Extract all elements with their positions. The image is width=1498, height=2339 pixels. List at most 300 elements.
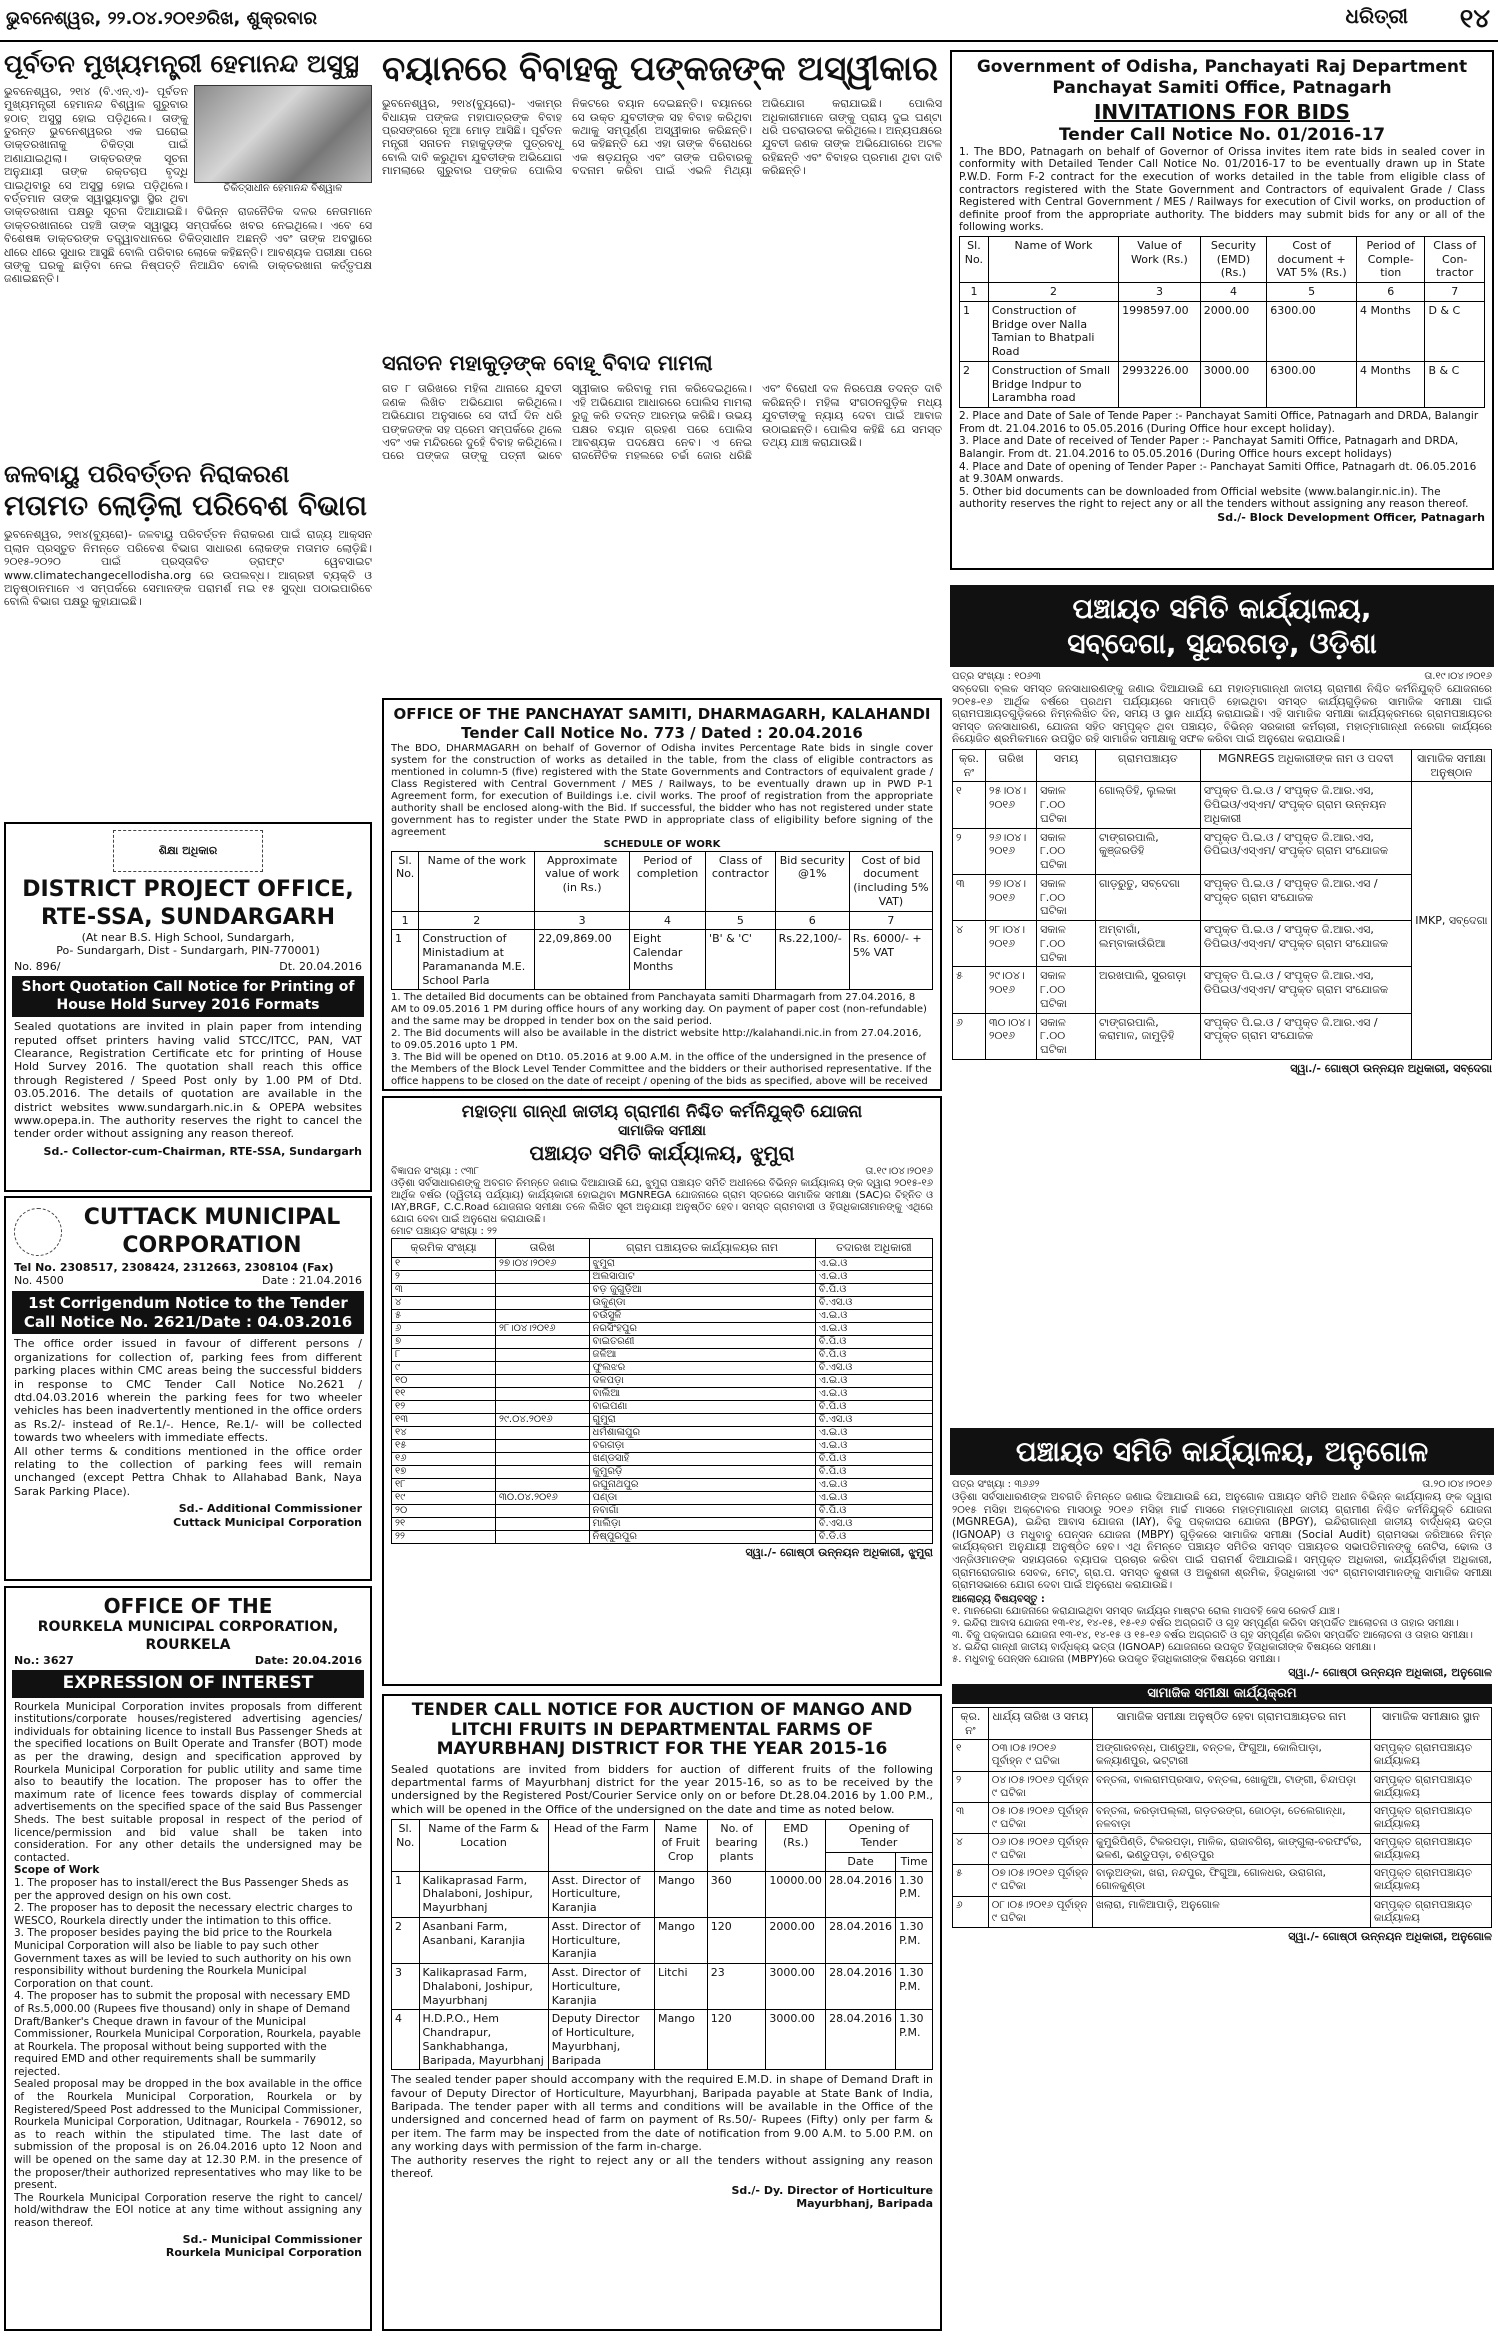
table-cell: ଏ.ଇ.ଓ bbox=[815, 1439, 932, 1452]
table-cell: ୨ bbox=[953, 828, 986, 874]
ad-signature: Cuttack Municipal Corporation bbox=[173, 1515, 362, 1529]
ad-signature: Rourkela Municipal Corporation bbox=[165, 2246, 362, 2260]
ad-sabdega bbox=[950, 585, 1494, 1420]
ad-title: Panchayat Samiti Office, Patnagarh bbox=[1052, 78, 1392, 99]
ad-banner: 1st Corrigendum Notice to the Tender Call Notice No. 2621/Date : 04.03.2016 bbox=[12, 1291, 364, 1335]
table-cell: ୨୬।୦୪।୨୦୧୬ bbox=[985, 828, 1036, 874]
ad-body: ଓଡ଼ିଶା ସର୍ବସାଧାରଣଙ୍କ ଅବଗତି ନିମନ୍ତେ ଜଣାଇ ଦିଆଯାଉଛି ଯେ, ଅନୁଗୋଳ ପଞ୍ଚାୟତ ସମିତି ଅଧୀନ ବିଭିନ୍ନ କାର୍ଯ୍ୟାଳୟ ଙ୍କ ଦ୍ୱାରା ୨୦୧୫ ମସିହା ଅକ୍ଟୋବର ମାସଠାରୁ ୨୦୧୬ ମସିହା ମାର୍ଚ୍ଚ ମାସରେ ମହାତ୍ମାଗାନ୍ଧୀ ଜାତୀୟ ଗ୍ରାମୀଣ ନିଶ୍ଚିତ କର୍ମନିଯୁକ୍ତି ଯୋଜନା (MGNREGA), ଇନ୍ଦିରା ଆବାସ ଯୋଜନା (IAY), ବିଜୁ ପକ୍କାଘର ଯୋଜନା (BPGY), ଇନ୍ଦିରାଗାନ୍ଧୀ ଜାତୀୟ ବାର୍ଦ୍ଧକ୍ୟ ଭତ୍ତା (IGNOAP) ଓ ମଧୁବାବୁ ପେନ୍‌ସନ ଯୋଜନା (MBPY) ଗୁଡ଼ିକରେ ସାମାଜିକ ସମୀକ୍ଷା (Social Audit) ଗ୍ରାମସଭା ଜରିଆରେ ନିମ୍ନ କାର୍ଯ୍ୟକ୍ରମ ଅନୁଯାୟୀ ଅନୁଷ୍ଠିତ ହେବ। ଏଥି ନିମନ୍ତେ ପଞ୍ଚାୟତ ସମିତିର ସମସ୍ତ ପଞ୍ଚାୟତର ସଭାପତିମାନଙ୍କୁ ନୋଟିସ, ଢୋଲ ଓ ଏନ୍‌ଜିଓମାନଙ୍କ ସହାୟତାରେ ବ୍ୟାପକ ପ୍ରଚାର କରିବା ପାଇଁ ପରାମର୍ଶ ଦିଆଯାଇଛି। ସମ୍ପୃକ୍ତ ଅଧିକାରୀ, କାର୍ଯ୍ୟନିର୍ବାହୀ ଅଧିକାରୀ, ଗ୍ରାମରୋଜଗାର ସେବକ, ମେଟ୍, ଗ୍ରା.ପ. ସମସ୍ତ କୁଶଳୀ ଓ ଅକୁଶଳୀ ଶ୍ରମିକ, ହିତାଧିକାରୀ ଏବଂ ଗ୍ରାମବାସୀମାନଙ୍କୁ ସାମାଜିକ ସମୀକ୍ଷା ଗ୍ରାମସଭାରେ ଯୋଗ ଦେବା ପାଇଁ ଅନୁରୋଧ କରାଯାଉଛି। bbox=[952, 1491, 1492, 1592]
ad-office: ପଞ୍ଚାୟତ ସମିତି କାର୍ଯ୍ୟାଳୟ, ଝୁମୁରା bbox=[529, 1140, 795, 1165]
ad-title: OFFICE OF THE PANCHAYAT SAMITI, DHARMAGARH, KALAHANDI bbox=[393, 705, 931, 723]
ad-subtitle: ସାମାଜିକ ସମୀକ୍ଷା bbox=[617, 1123, 707, 1140]
table-cell: ଜଳିଆ bbox=[589, 1348, 815, 1361]
column-header: ସମୟ bbox=[1037, 749, 1096, 782]
table-cell: Eight Calendar Months bbox=[629, 930, 705, 990]
table-cell: ୨୦ bbox=[392, 1504, 496, 1517]
ad-footer: The sealed tender paper should accompany with the required E.M.D. in shape of Demand Draft in favour of Deputy Director of Horticulture, Mayurbhanj, Baripada payable at State Bank of India, Baripada. The tender paper with all terms and conditions will be available in the Office of the undersigned and concerned head of farm on payment of Rs.50/- Rupees (Fifty) only per farm & per item. The farm may be inspected from the date of notification from 9.00 A.M. to 5.00 P.M. on any working days with permission of the farm in-charge. The authority reserves the right to reject any or all the tenders without assigning any reason thereof. bbox=[391, 2073, 933, 2181]
table-row bbox=[953, 828, 1492, 874]
table-cell: ୧୧ bbox=[392, 1387, 496, 1400]
story-pankaj bbox=[382, 50, 942, 690]
ad-signature: ସ୍ୱା./- ଗୋଷ୍ଠୀ ଉନ୍ନୟନ ଅଧିକାରୀ, ଝୁମୁରା bbox=[745, 1545, 933, 1559]
ad-body: All other terms & conditions mentioned in the office order relating to the collection of parking fees will remain unchanged (except Pettra Chhak to Allahabad Bank, Naya Sarak Parking Place). bbox=[14, 1444, 362, 1498]
table-row bbox=[392, 1491, 933, 1504]
ad-body: Rourkela Municipal Corporation invites proposals from different institutions/corporate houses/registered advertising agencies/ individuals for obtaining licence to install Bus Passenger Sheds at the specified locations on Built Operate and Transfer (BOT) mode as per the drawing, design and specification approved by Rourkela Municipal Corporation for public utility and same time also to beautify the location. The proposer has to offer the maximum rate of licence fees towards display of commercial advertisements on the specified space of the said Bus Passenger Sheds. The best suitable proposal in respect of the period of licence/permission and bid value shall be taken into consideration. For any other details the undersigned may be contacted. bbox=[14, 1700, 362, 1864]
column-header: ସାମାଜିକ ସମୀକ୍ଷା ଅନୁଷ୍ଠିତ ହେବା ଗ୍ରାମପଞ୍ଚାୟତର ନାମ bbox=[1093, 1707, 1371, 1740]
table-cell: ବି.ଏସ.ଓ bbox=[815, 1517, 932, 1530]
table-cell: ୦୭।୦୫।୨୦୧୬ ପୂର୍ବାହ୍ନ ୯ ଘଟିକା bbox=[988, 1865, 1092, 1896]
ad-signature: Sd.- Municipal Commissioner bbox=[182, 2232, 362, 2246]
table-cell: ୨୭।୦୪।୨୦୧୬ bbox=[985, 874, 1036, 920]
table-row bbox=[392, 1439, 933, 1452]
story-headline: ଜଳବାୟୁ ପରିବର୍ତ୍ତନ ନିରାକରଣ bbox=[4, 460, 290, 488]
table-cell bbox=[495, 1296, 589, 1309]
table-cell: ଟାଙ୍ଗରପାଲି, କରାମାଳ, ଜାମୁଡ଼ିହି bbox=[1095, 1013, 1200, 1059]
table-cell: 28.04.2016 bbox=[826, 1917, 896, 1963]
table-cell: କୁମୁରିପିଣ୍ଡି, ଟିକରପଡ଼ା, ମାଳିକ, ରାଜାବଗିଚା, କାଙ୍ଗୁଲା-ବରଫର୍ଟର, ଭଳଣ, ଭଣ୍ଡୁପଡ଼ା, ଚଣ୍ଡପୁର bbox=[1093, 1834, 1371, 1865]
column-header: ତାରିଖ bbox=[495, 1238, 589, 1257]
table-row bbox=[953, 921, 1492, 967]
ad-body: 1. The BDO, Patnagarh on behalf of Governor of Orissa invites item rate bids in sealed cover in conformity with Detailed Tender Call Notice No. 01/2016-17 to be eventually drawn up in State P.W.D. Form F-2 contract for the execution of works detailed in the table from eligible class of contractors registered with the State Government and Contractors of equivalent Grade / Class Registered with Central Government / MES / Railways for execution of Civil works, on production of definite proof from the appropriate authority. The bidders may submit bids for any or all of the following works. bbox=[959, 145, 1485, 234]
table-cell: ସମ୍ପୃକ୍ତ ଗ୍ରାମପଞ୍ଚାୟତ କାର୍ଯ୍ୟାଳୟ bbox=[1370, 1802, 1491, 1833]
table-cell: ଏ.ଇ.ଓ bbox=[815, 1322, 932, 1335]
table-cell: Construction of Small Bridge Indpur to Larambha road bbox=[988, 361, 1118, 407]
table-cell: Asst. Director of Horticulture, Karanjia bbox=[548, 1871, 654, 1917]
table-row bbox=[392, 1426, 933, 1439]
table-row bbox=[953, 1771, 1492, 1802]
table-cell bbox=[495, 1478, 589, 1491]
table-cell: ସଂପୃକ୍ତ ପି.ଇ.ଓ / ସଂପୃକ୍ତ ଜି.ଆର.ଏସ / ସଂପୃକ୍ତ ଗ୍ରାମ ସଂଯୋଜକ bbox=[1200, 1013, 1411, 1059]
table-row bbox=[392, 1871, 933, 1917]
table-cell: Asanbani Farm, Asanbani, Karanjia bbox=[419, 1917, 548, 1963]
table-row bbox=[392, 1465, 933, 1478]
list-item: 1. The detailed Bid documents can be obtained from Panchayata samiti Dharmagarh from 27.04.2016, 8 AM to 09.05.2016 1 PM during office hours of any working day. On payment of paper cost (non-refundable) and the same may be dropped in tender box on the said period. bbox=[391, 992, 927, 1028]
ad-body: Sealed proposal may be dropped in the box available in the office of the Rourkela Municipal Corporation, Rourkela or by Registered/Speed Post addressed to the Municipal Commissioner, Rourkela Municipal Corporation, Uditnagar, Rourkela - 769012, so as to reach within the stipulated time. The last date of submission of the proposal is on 26.04.2016 upto 12 Noon and will be opened on the same day at 12.30 P.M. in the presence of the proposer/their authorized representatives who may like to be present. The Rourkela Municipal Corporation reserve the right to cancel/ hold/withdraw the EOI notice at any time without assigning any reason thereof. bbox=[14, 2078, 362, 2229]
column-header: କ୍ର. ନଂ bbox=[953, 749, 986, 782]
column-header: Class of contractor bbox=[706, 851, 776, 911]
table-cell: ଏ.ଇ.ଓ bbox=[815, 1309, 932, 1322]
table-row bbox=[392, 1322, 933, 1335]
table-cell bbox=[495, 1283, 589, 1296]
table-cell: ୭ bbox=[392, 1335, 496, 1348]
ad-title: ROURKELA MUNICIPAL CORPORATION, ROURKELA bbox=[37, 1619, 339, 1653]
ad-rourkela-municipal bbox=[4, 1586, 372, 2331]
table-cell: ୬ bbox=[392, 1322, 496, 1335]
table-row bbox=[953, 1013, 1492, 1059]
table-cell: ଧର୍ମଶାଳାପୁର bbox=[589, 1426, 815, 1439]
ad-signature: Sd./- Dy. Director of Horticulture bbox=[731, 2183, 933, 2197]
ad-cuttack-municipal bbox=[4, 1196, 372, 1581]
column-header: 5 bbox=[1267, 283, 1357, 302]
agenda-list bbox=[952, 1606, 1492, 1666]
table-cell: ୧୬ bbox=[392, 1452, 496, 1465]
column-header: 2 bbox=[988, 283, 1118, 302]
column-header: 7 bbox=[849, 911, 932, 930]
table-cell: 10000.00 bbox=[766, 1871, 826, 1917]
table-row bbox=[392, 1257, 933, 1270]
ad-body: Sealed quotations are invited in plain paper from intending reputed offset printers having valid STCC/ITCC, PAN, VAT Clearance, Registration Certificate etc for printing of House Hold Survey 2016. The quotation shall reach this office through Registered / Speed Post only by 1.00 PM of Dtd. 03.05.2016. The details of quotation are available in the district websites www.sundargarh.nic.in & OPEPA websites www.opepa.in. The authority reserves the right to cancel the tender order without assigning any reason thereof. bbox=[14, 1020, 362, 1141]
column-header: Cost of bid document (including 5% VAT) bbox=[849, 851, 932, 911]
table-cell: ୨ bbox=[392, 1270, 496, 1283]
table-cell: ୧୭ bbox=[392, 1465, 496, 1478]
table-cell: ୧୪ bbox=[392, 1426, 496, 1439]
table-row bbox=[392, 1270, 933, 1283]
table-cell: Construction of Ministadium at Paramananda M.E. School Parla bbox=[419, 930, 535, 990]
column-header: 1 bbox=[960, 283, 989, 302]
table-cell bbox=[495, 1530, 589, 1543]
table-cell: Mango bbox=[654, 1917, 707, 1963]
table-cell: Kalikaprasad Farm, Dhalaboni, Joshipur, Mayurbhanj bbox=[419, 1871, 548, 1917]
table-cell: ବାଇପଣା bbox=[589, 1400, 815, 1413]
list-item: ୨. ଇନ୍ଦିରା ଆବାସ ଯୋଜନା ୧୩-୧୪, ୧୪-୧୫, ୧୫-୧୬ ବର୍ଷର ଅଗ୍ରଗତି ଓ ଗୃହ ସମ୍ପୂର୍ଣ୍ଣ କରିବା ସମ୍ପର୍କିତ ଆଲୋଚନା ଓ ତାହାର ସମୀକ୍ଷା। bbox=[952, 1617, 1459, 1629]
list-item: 3. Place and Date of received of Tender Paper :- Panchayat Samiti Office, Patnagarh and DRDA, Balangir. From dt. 21.04.2016 to 05.05.2016 (During Office hours except holidays) bbox=[959, 435, 1459, 460]
table-cell: ଗୁମୁରା bbox=[589, 1413, 815, 1426]
ad-date: Dt. 20.04.2016 bbox=[279, 959, 362, 973]
table-cell: ୬ bbox=[953, 1896, 989, 1927]
ad-body: ଓଡ଼ିଶା ସର୍ବସାଧାରଣଙ୍କୁ ଅବଗତ ନିମନ୍ତେ ଜଣାଇ ଦିଆଯାଉଛି ଯେ, ଝୁମୁରା ପଞ୍ଚାୟତ ସମିତି ଅଧୀନରେ ବିଭିନ୍ନ କାର୍ଯ୍ୟାଳୟ ଙ୍କ ଦ୍ୱାରା ୨୦୧୫-୧୬ ଆର୍ଥିକ ବର୍ଷର (ଦ୍ୱିତୀୟ ପର୍ଯ୍ୟାୟ) କାର୍ଯ୍ୟକାରୀ ହୋଇଥିବା MGNREGA ଯୋଜନାରେ ଗ୍ରାମ ସ୍ତରରେ ସାମାଜିକ ସମୀକ୍ଷା (SAC)ର ଚିହ୍ନିତ ଓ IAY,BRGF, C.C.Road ଯୋଜନାର ସମୀକ୍ଷା ତଳେ ଲିଖିତ ସୂଚୀ ଅନୁଯାୟୀ ଅନୁଷ୍ଠିତ ହେବ। ସମସ୍ତ ଗ୍ରାମବାସୀ ଓ ହିତାଧିକାରୀମାନଙ୍କୁ ଏଥିରେ ଯୋଗ ଦେବା ପାଇଁ ଅନୁରୋଧ କରାଯାଉଛି। bbox=[391, 1177, 933, 1225]
list-item: 2. The proposer has to deposit the necessary electric charges to WESCO, Rourkela directly under the intimation to this office. bbox=[14, 1902, 353, 1927]
table-cell: ୩ bbox=[953, 1802, 989, 1833]
story-headline: ମତାମତ ଲୋଡ଼ିଲା ପରିବେଶ ବିଭାଗ bbox=[4, 488, 368, 522]
table-cell: ନବାଗାଁ bbox=[589, 1504, 815, 1517]
list-item: ୫. ମଧୁବାବୁ ପେନ୍‌ସନ ଯୋଜନା (MBPY)ରେ ଉପକୃତ ହିତାଧିକାରୀଙ୍କ ବିଷୟରେ ସମୀକ୍ଷା। bbox=[952, 1653, 1280, 1665]
table-cell: ପଣ୍ଡା bbox=[589, 1491, 815, 1504]
table-cell: 4 Months bbox=[1357, 361, 1425, 407]
table-cell: 28.04.2016 bbox=[826, 1964, 896, 2010]
table-cell: Asst. Director of Horticulture, Karanjia bbox=[548, 1964, 654, 2010]
table-cell: ୧୦ bbox=[392, 1374, 496, 1387]
table-row bbox=[392, 1917, 933, 1963]
column-header: Head of the Farm bbox=[548, 1820, 654, 1871]
column-header: 6 bbox=[775, 911, 849, 930]
table-cell: D & C bbox=[1425, 301, 1485, 361]
table-cell: 3000.00 bbox=[766, 1964, 826, 2010]
story-headline: ବୟାନରେ ବିବାହକୁ ପଙ୍କଜଙ୍କ ଅସ୍ୱୀକାର bbox=[382, 50, 939, 89]
table-cell: Mango bbox=[654, 1871, 707, 1917]
table-cell: ଏ.ଇ.ଓ bbox=[815, 1374, 932, 1387]
table-cell: ନିଷ୍ପୁରପୁର bbox=[589, 1530, 815, 1543]
table-cell: ଉକୁଣ୍ଡା bbox=[589, 1296, 815, 1309]
table-cell: ଏ.ଇ.ଓ bbox=[815, 1478, 932, 1491]
table-cell: ବଉଁସୁଳି bbox=[589, 1309, 815, 1322]
ad-body: Sealed quotations are invited from bidders for auction of different fruits of the following departmental farms of Mayurbhanj district for the year 2015-16, so as to be received by the undersigned by the Registered Post/Courier Service only on or before Dt.28.04.2016 by 1.00 P.M., which will be opened in the Office of the undersigned on the date and time as noted below. bbox=[391, 1762, 933, 1816]
table-cell: ବି.ଏସ.ଓ bbox=[815, 1413, 932, 1426]
column-header: 1 bbox=[392, 911, 419, 930]
ad-title: CUTTACK MUNICIPAL bbox=[83, 1205, 341, 1230]
table-cell: ୫ bbox=[392, 1309, 496, 1322]
column-header: 5 bbox=[706, 911, 776, 930]
table-cell: 'B' & 'C' bbox=[706, 930, 776, 990]
ad-date: ତା.୧୯।୦୪।୨୦୧୬ bbox=[1424, 671, 1492, 682]
column-header: Period of Comple-tion bbox=[1357, 236, 1425, 282]
table-cell: 1.30 P.M. bbox=[896, 2010, 933, 2070]
list-item: 3. The proposer besides paying the bid price to the Rourkela Municipal Corporation will also be liable to pay such other Government taxes as will be levied to such authority on his own responsibility without burdening the Rourkela Municipal Corporation on that count. bbox=[14, 1927, 352, 1990]
table-cell: ୪ bbox=[953, 1834, 989, 1865]
news-photo bbox=[194, 85, 372, 183]
table-cell bbox=[495, 1309, 589, 1322]
table-cell: ସକାଳ ୮.୦୦ ଘଟିକା bbox=[1037, 921, 1096, 967]
table-row bbox=[392, 1478, 933, 1491]
table-cell: ୧ bbox=[953, 1740, 989, 1771]
column-header: ଗ୍ରାମ ପଞ୍ଚାୟତର କାର୍ଯ୍ୟାଳୟର ନାମ bbox=[589, 1238, 815, 1257]
ad-title: TENDER CALL NOTICE FOR AUCTION OF MANGO AND LITCHI FRUITS IN DEPARTMENTAL FARMS OF MAYURBHANJ DISTRICT FOR THE YEAR 2015-16 bbox=[411, 1700, 913, 1760]
scope-list bbox=[14, 1877, 362, 2079]
table-row bbox=[392, 1452, 933, 1465]
column-header: ଧାର୍ଯ୍ୟ ତାରିଖ ଓ ସମୟ bbox=[988, 1707, 1092, 1740]
table-cell: ସଂପୃକ୍ତ ପି.ଇ.ଓ / ସଂପୃକ୍ତ ଜି.ଆର.ଏସ, ଡିପିଇଓ/ଏସ୍‌ଏମ/ ସଂପୃକ୍ତ ଗ୍ରାମ ସଂଯୋଜକ bbox=[1200, 828, 1411, 874]
table-cell: ଏ.ଇ.ଓ bbox=[815, 1387, 932, 1400]
table-cell: 22,09,869.00 bbox=[535, 930, 630, 990]
column-header: Bid security @1% bbox=[775, 851, 849, 911]
column-header: ସାମାଜିକ ସମୀକ୍ଷା ଅନୁଷ୍ଠାନ bbox=[1411, 749, 1491, 782]
list-item: 4. Place and Date of opening of Tender Paper :- Panchayat Samiti Office, Patnagarh dt. 06.05.2016 at 9.30AM onwards. bbox=[959, 460, 1477, 486]
table-cell: ଝୁମୁରା bbox=[589, 1257, 815, 1270]
works-table bbox=[959, 236, 1485, 408]
table-cell: ବନ୍ତଳା, ବାଲରାମପ୍ରସାଦ, ବନ୍ତଳା, ଖୋକୁଆ, ଟାଙ୍ଗୀ, ଚିନ୍ଦାପଡ଼ା bbox=[1093, 1771, 1371, 1802]
table-cell: ୨୮।୦୪।୨୦୧୬ bbox=[985, 921, 1036, 967]
list-item: 2. The Bid documents will also be available in the district website http://kalahandi.nic.in from 27.04.2016, to 09.05.2016 upto 1 PM. bbox=[391, 1028, 922, 1052]
table-cell: ବଡ଼ ଜୁଗୁଡ଼ିଆ bbox=[589, 1283, 815, 1296]
column-header: Value of Work (Rs.) bbox=[1119, 236, 1201, 282]
table-row bbox=[953, 1896, 1492, 1927]
column-header: 6 bbox=[1357, 283, 1425, 302]
list-item: 2. Place and Date of Sale of Tende Paper :- Panchayat Samiti Office, Patnagarh and DRDA, Balangir From dt. 21.04.2016 to 05.05.2016 (During Office hour except holiday). bbox=[959, 410, 1479, 435]
table-row bbox=[953, 967, 1492, 1013]
ad-dharmagarh bbox=[382, 698, 942, 1091]
logo-text: ଶିକ୍ଷା ଅଧିକାର bbox=[158, 844, 218, 858]
table-cell: ବି.ପି.ଓ bbox=[815, 1504, 932, 1517]
ad-body: The office order issued in favour of different persons / organizations for collection of, parking fees from different parking places within CMC areas being the successful bidders in response to CMC Tender Call Notice No.2621 / dtd.04.03.2016 wherein the parking fees for two wheeler vehicles has been inadvertently mentioned in the office orders as Rs.2/- instead of Re.1/-. Hence, Re.1/- will be collected towards two wheelers with immediate effects. bbox=[14, 1337, 362, 1445]
ad-number: No.: 3627 bbox=[14, 1654, 74, 1667]
table-cell: ବାଇତରଣୀ bbox=[589, 1335, 815, 1348]
table-cell: ୯ bbox=[392, 1361, 496, 1374]
column-header: 4 bbox=[629, 911, 705, 930]
table-cell: 1998597.00 bbox=[1119, 301, 1201, 361]
column-header: Name of the Farm & Location bbox=[419, 1820, 548, 1871]
cmc-emblem-icon bbox=[14, 1208, 62, 1256]
ad-title: ମହାତ୍ମା ଗାନ୍ଧୀ ଜାତୀୟ ଗ୍ରାମୀଣ ନିଶ୍ଚିତ କର୍ମନିଯୁକ୍ତି ଯୋଜନା bbox=[461, 1102, 863, 1122]
table-cell: ସମ୍ପୃକ୍ତ ଗ୍ରାମପଞ୍ଚାୟତ କାର୍ଯ୍ୟାଳୟ bbox=[1370, 1834, 1491, 1865]
ad-mango-litchi-auction bbox=[382, 1694, 942, 2331]
table-cell: ସଂପୃକ୍ତ ପି.ଇ.ଓ / ସଂପୃକ୍ତ ଜି.ଆର.ଏସ, ଡିପିଇଓ/ଏସ୍‌ଏମ/ ସଂପୃକ୍ତ ଗ୍ରାମ ସଂଯୋଜକ bbox=[1200, 921, 1411, 967]
column-header: Date bbox=[826, 1852, 896, 1871]
table-cell: ୦୫।୦୫।୨୦୧୬ ପୂର୍ବାହ୍ନ ୯ ଘଟିକା bbox=[988, 1802, 1092, 1833]
column-header: Sl. No. bbox=[392, 851, 419, 911]
table-cell: ଅମ୍ବାଗାଁ, ଲମ୍ବାକାଉଁରିଆ bbox=[1095, 921, 1200, 967]
table-cell bbox=[495, 1465, 589, 1478]
ad-address: (At near B.S. High School, Sundargarh, bbox=[81, 931, 295, 944]
table-header-row bbox=[953, 1707, 1492, 1740]
table-row bbox=[953, 1865, 1492, 1896]
column-header: 3 bbox=[1119, 283, 1201, 302]
table-cell: ବି.ଏସ.ଓ bbox=[815, 1296, 932, 1309]
schedule-table bbox=[391, 851, 933, 991]
table-cell: 4 Months bbox=[1357, 301, 1425, 361]
table-cell bbox=[495, 1387, 589, 1400]
table-cell: ୨୫।୦୪।୨୦୧୬ bbox=[985, 782, 1036, 828]
ad-title: ସବ୍‌ଦେଗା, ସୁନ୍ଦରଗଡ଼, ଓଡ଼ିଶା bbox=[1067, 627, 1377, 660]
table-cell: ଅଲସାପାଟ bbox=[589, 1270, 815, 1283]
table-cell: ଗୋଲ୍‌ଡିହି, ଲୁଲକା bbox=[1095, 782, 1200, 828]
table-cell: ସମ୍ପୃକ୍ତ ଗ୍ରାମପଞ୍ଚାୟତ କାର୍ଯ୍ୟାଳୟ bbox=[1370, 1771, 1491, 1802]
table-cell: ଏ.ଇ.ଓ bbox=[815, 1270, 932, 1283]
table-cell: 23 bbox=[707, 1964, 766, 2010]
ad-title-banner bbox=[950, 585, 1494, 667]
table-cell: 1.30 P.M. bbox=[896, 1964, 933, 2010]
column-header: Opening of Tender bbox=[826, 1820, 933, 1853]
ad-signature: Mayurbhanj, Baripada bbox=[796, 2197, 933, 2211]
table-cell: 28.04.2016 bbox=[826, 1871, 896, 1917]
ad-number: ପତ୍ର ସଂଖ୍ୟା : ୧୦୬୩ bbox=[952, 671, 1041, 682]
table-cell: ୧୯ bbox=[392, 1491, 496, 1504]
ad-date: Date: 20.04.2016 bbox=[254, 1654, 362, 1667]
ad-body: ସବ୍‌ଦେଗା ବ୍ଲକ ସମସ୍ତ ଜନସାଧାରଣଙ୍କୁ ଜଣାଇ ଦିଆଯାଉଛି ଯେ ମହାତ୍ମାଗାନ୍ଧୀ ଜାତୀୟ ଗ୍ରାମୀଣ ନିଶ୍ଚିତ କର୍ମନିଯୁକ୍ତି ଯୋଜନାରେ ୨୦୧୫-୧୬ ଆର୍ଥିକ ବର୍ଷରେ ପ୍ରଥମ ପର୍ଯ୍ୟାୟରେ ସମାପ୍ତି ହୋଇଥିବା ସମସ୍ତ କାର୍ଯ୍ୟଗୁଡ଼ିକର ସାମାଜିକ ସମୀକ୍ଷା ପାଇଁ ଗ୍ରାମପଞ୍ଚାୟତଗୁଡ଼ିକରେ ନିମ୍ନଲିଖିତ ଦିନ, ସମୟ ଓ ସ୍ଥାନ ଧାର୍ଯ୍ୟ କରାଯାଇଛି। ଏହି ସାମାଜିକ ସମୀକ୍ଷା କାର୍ଯ୍ୟକ୍ରମରେ ଗ୍ରାମପଞ୍ଚାୟତର ସମସ୍ତ ଜନସାଧାରଣ, ଯୋଜନା ସହିତ ସମ୍ପୃକ୍ତ ଥିବା ପଞ୍ଚାୟତ, ବିଭିନ୍ନ ସରକାରୀ କର୍ମଚାରୀ, ମହାତ୍ମାଗାନ୍ଧୀ ନରେଗା କାର୍ଯ୍ୟରେ ନିୟୋଜିତ ଶ୍ରମିକମାନେ ଉପସ୍ଥିତ ରହି ସାମାଜିକ ସମୀକ୍ଷାକୁ ସଫଳ କରିବା ପାଇଁ ଅନୁରୋଧ କରାଯାଉଛି। bbox=[952, 683, 1492, 746]
table-cell: 28.04.2016 bbox=[826, 2010, 896, 2070]
table-row bbox=[392, 1400, 933, 1413]
column-header: Time bbox=[896, 1852, 933, 1871]
story-body: ଭୁବନେଶ୍ୱର, ୨୧ା୪ (ବି.ଏନ୍‌.ଏ)- ପୂର୍ବତନ ମୁଖ୍ୟମନ୍ତ୍ରୀ ହେମାନନ୍ଦ ବିଶ୍ୱାଳ ଗୁରୁବାର ହଠାତ୍‌ ଅସୁସ୍ଥ ହୋଇ ପଡ଼ିଥିଲେ। ତାଙ୍କୁ ତୁରନ୍ତ ଭୁବନେଶ୍ୱରର ଏକ ଘରୋଇ ଡାକ୍ତରଖାନାକୁ ଚିକିତ୍ସା ପାଇଁ ଅଣାଯାଇଥିଲା। ଡାକ୍ତରଙ୍କ ସୂଚନା ଅନୁଯାୟୀ ତାଙ୍କ ରକ୍ତଚାପ ବୃଦ୍ଧି ପାଇଥିବାରୁ ସେ ଅସୁସ୍ଥ ହୋଇ ପଡ଼ିଥିଲେ। ବର୍ତ୍ତମାନ ତାଙ୍କ ସ୍ୱାସ୍ଥ୍ୟାବସ୍ଥା ସ୍ଥିର ଥିବା ଡାକ୍ତରଖାନା ପକ୍ଷରୁ ସୂଚନା ଦିଆଯାଇଛି। ବିଭିନ୍ନ ରାଜନୈତିକ ଦଳର ନେତାମାନେ ଡାକ୍ତରଖାନାରେ ପହଞ୍ଚି ତାଙ୍କ ସ୍ୱାସ୍ଥ୍ୟ ସମ୍ପର୍କରେ ଖବର ନେଇଥିଲେ। ଏବେ ସେ ବିଶେଷଜ୍ଞ ଡାକ୍ତରଙ୍କ ତତ୍ତ୍ୱାବଧାନରେ ଚିକିତ୍ସାଧୀନ ଅଛନ୍ତି ଏବଂ ତାଙ୍କ ଅବସ୍ଥାରେ ଧୀରେ ଧୀରେ ସୁଧାର ଆସୁଛି ବୋଲି ପରିବାର ଲୋକେ କହିଛନ୍ତି। ଆବଶ୍ୟକ ପରୀକ୍ଷା ପରେ ତାଙ୍କୁ ଘରକୁ ଛାଡ଼ିବା ନେଇ ନିଷ୍ପତ୍ତି ନିଆଯିବ ବୋଲି ଡାକ୍ତରଖାନା କର୍ତ୍ତୃପକ୍ଷ ଜଣାଇଛନ୍ତି। bbox=[4, 84, 372, 286]
ad-banner: Short Quotation Call Notice for Printing of House Hold Survey 2016 Formats bbox=[12, 976, 364, 1017]
table-cell: ସମ୍ପୃକ୍ତ ଗ୍ରାମପଞ୍ଚାୟତ କାର୍ଯ୍ୟାଳୟ bbox=[1370, 1740, 1491, 1771]
table-cell: ବନ୍ତଳା, କରଡ଼ାପଲ୍ଲୀ, ଗଡ଼ତରଙ୍ଗ, ଜୋଠଡ଼ା, ତେଲେଗାନ୍ଧା, ନଳବାଡ଼ା bbox=[1093, 1802, 1371, 1833]
table-cell: ଦଳପଡ଼ା bbox=[589, 1374, 815, 1387]
list-item: ୩. ବିଜୁ ପକ୍କାଘର ଯୋଜନା ୧୩-୧୪, ୧୪-୧୫ ଓ ୧୫-୧୬ ବର୍ଷର ଅଗ୍ରଗତି ଓ ଗୃହ ସମ୍ପୂର୍ଣ୍ଣ କରିବା ସମ୍ପର୍କିତ ଆଲୋଚନା ଓ ତାହାର ସମୀକ୍ଷା। bbox=[952, 1629, 1473, 1641]
column-header: ତାରିଖ bbox=[985, 749, 1036, 782]
table-cell: 3000.00 bbox=[766, 2010, 826, 2070]
table-cell: ୦୩।୦୫।୨୦୧୬ ପୂର୍ବାହ୍ନ ୯ ଘଟିକା bbox=[988, 1740, 1092, 1771]
masthead: ଧରିତ୍ରୀ bbox=[1345, 4, 1408, 28]
table-row bbox=[392, 1361, 933, 1374]
table-cell: Rs. 6000/- + 5% VAT bbox=[849, 930, 932, 990]
column-header: 3 bbox=[535, 911, 630, 930]
table-cell: ବି.ପି.ଓ bbox=[815, 1400, 932, 1413]
scope-title: Scope of Work bbox=[14, 1864, 100, 1877]
table-cell: ୨୯.୦୪.୨୦୧୬ bbox=[495, 1413, 589, 1426]
table-number-row bbox=[960, 283, 1485, 302]
table-cell: Deputy Director of Horticulture, Mayurbhanj, Baripada bbox=[548, 2010, 654, 2070]
table-cell: ୨୭।୦୪।୨୦୧୬ bbox=[495, 1257, 589, 1270]
table-cell: ଅରଖପାଲି, ସୁରଗଡ଼ା bbox=[1095, 967, 1200, 1013]
list-item: ୪. ଇନ୍ଦିରା ଗାନ୍ଧୀ ଜାତୀୟ ବାର୍ଦ୍ଧକ୍ୟ ଭତ୍ତା (IGNOAP) ଯୋଜନାରେ ଉପକୃତ ହିତାଧିକାରୀଙ୍କ ବିଷୟରେ ସମୀକ୍ଷା। bbox=[952, 1641, 1376, 1653]
table-cell: ଏ.ଇ.ଓ bbox=[815, 1257, 932, 1270]
table-cell: ବାଲିଆ bbox=[589, 1387, 815, 1400]
page-number: ୧୪ bbox=[1459, 4, 1490, 34]
list-item: 5. Other bid documents can be downloaded from Official website (www.balangir.nic.in). The authority reserves the right to reject any or all the tenders without assigning any reason thereof. bbox=[959, 485, 1469, 511]
table-row bbox=[953, 1802, 1492, 1833]
story-body: ଗତ ୮ ତାରିଖରେ ମହିଳା ଥାନାରେ ଯୁବତୀ ଜଣକ ଲିଖିତ ଅଭିଯୋଗ କରିଥିଲେ। ଅଭିଯୋଗ ଅନୁସାରେ ସେ ଦୀର୍ଘ ଦିନ ଧରି ପଙ୍କଜଙ୍କ ସହ ପ୍ରେମ ସମ୍ପର୍କରେ ଥିଲେ ଏବଂ ଏକ ମନ୍ଦିରରେ ଦୁହେଁ ବିବାହ କରିଥିଲେ। ପରେ ପଙ୍କଜ ତାଙ୍କୁ ପତ୍ନୀ ଭାବେ ସ୍ୱୀକାର କରିବାକୁ ମନା କରିଦେଇଥିଲେ। ଏହି ଅଭିଯୋଗ ଆଧାରରେ ପୋଲିସ ମାମଲା ରୁଜୁ କରି ତଦନ୍ତ ଆରମ୍ଭ କରିଛି। ଉଭୟ ପକ୍ଷର ବୟାନ ଗ୍ରହଣ ପରେ ପୋଲିସ ଆବଶ୍ୟକ ପଦକ୍ଷେପ ନେବ। ଏ ନେଇ ରାଜନୈତିକ ମହଲରେ ଚର୍ଚ୍ଚା ଜୋର ଧରିଛି ଏବଂ ବିରୋଧୀ ଦଳ ନିରପେକ୍ଷ ତଦନ୍ତ ଦାବି କରିଛନ୍ତି। ମହିଳା ସଂଗଠନଗୁଡ଼ିକ ମଧ୍ୟ ଯୁବତୀଙ୍କୁ ନ୍ୟାୟ ଦେବା ପାଇଁ ଆବାଜ ଉଠାଇଛନ୍ତି। ପୋଲିସ କହିଛି ଯେ ସମସ୍ତ ତଥ୍ୟ ଯାଞ୍ଚ କରାଯାଉଛି। bbox=[382, 382, 942, 463]
column-header: କ୍ରମିକ ସଂଖ୍ୟା bbox=[392, 1238, 496, 1257]
ad-number: No. 4500 bbox=[14, 1274, 64, 1288]
table-cell: ୨୨ bbox=[392, 1530, 496, 1543]
schedule-title: ସାମାଜିକ ସମୀକ୍ଷା କାର୍ଯ୍ୟକ୍ରମ bbox=[952, 1684, 1492, 1704]
column-header: Sl. No. bbox=[960, 236, 989, 282]
schedule-table bbox=[391, 1238, 933, 1544]
table-cell: ୨୯।୦୪।୨୦୧୬ bbox=[985, 967, 1036, 1013]
table-row bbox=[392, 1517, 933, 1530]
ad-title: OFFICE OF THE bbox=[103, 1594, 273, 1618]
table-cell bbox=[495, 1348, 589, 1361]
table-cell bbox=[495, 1374, 589, 1387]
story-subhead: ସନାତନ ମହାକୁଡ଼ଙ୍କ ବୋହୂ ବିବାଦ ମାମଲା bbox=[382, 351, 713, 376]
ad-angul bbox=[950, 1428, 1494, 2331]
table-cell bbox=[495, 1426, 589, 1439]
ad-number: No. 896/ bbox=[14, 959, 61, 973]
table-cell: ସକାଳ ୮.୦୦ ଘଟିକା bbox=[1037, 1013, 1096, 1059]
table-cell: 4 bbox=[392, 2010, 420, 2070]
table-row bbox=[392, 2010, 933, 2070]
table-cell: 2000.00 bbox=[766, 1917, 826, 1963]
page-header bbox=[0, 0, 1498, 42]
table-cell: ବି.ପି.ଓ bbox=[815, 1335, 932, 1348]
issue-date: ଭୁବନେଶ୍ୱର, ୨୨.୦୪.୨୦୧୬ରିଖ, ଶୁକ୍ରବାର bbox=[6, 8, 318, 29]
ad-signature: Sd.- Collector-cum-Chairman, RTE-SSA, Sundargarh bbox=[43, 1144, 362, 1158]
table-cell: ୫ bbox=[953, 967, 986, 1013]
table-cell: 2 bbox=[960, 361, 989, 407]
column-header: No. of bearing plants bbox=[707, 1820, 766, 1871]
list-item: 1. The proposer has to install/erect the Bus Passenger Sheds as per the approved design on his own cost. bbox=[14, 1876, 349, 1902]
table-cell: ସମ୍ପୃକ୍ତ ଗ୍ରାମପଞ୍ଚାୟତ କାର୍ଯ୍ୟାଳୟ bbox=[1370, 1865, 1491, 1896]
table-cell: Kalikaprasad Farm, Dhalaboni, Joshipur, Mayurbhanj bbox=[419, 1964, 548, 2010]
table-cell bbox=[495, 1504, 589, 1517]
ad-signature: Sd.- Additional Commissioner bbox=[178, 1502, 362, 1516]
table-cell: ଏ.ଇ.ଓ bbox=[815, 1426, 932, 1439]
table-cell: ଖଣ୍ଡସାହି bbox=[589, 1452, 815, 1465]
table-row bbox=[392, 1309, 933, 1322]
table-cell bbox=[495, 1439, 589, 1452]
column-header: Approximate value of work (in Rs.) bbox=[535, 851, 630, 911]
table-row bbox=[392, 1413, 933, 1426]
table-cell: ୩ bbox=[953, 874, 986, 920]
agenda-title: ଆଲୋଚ୍ୟ ବିଷୟବସ୍ତୁ : bbox=[952, 1593, 1045, 1605]
photo-caption: ଚିକିତ୍ସାଧୀନ ହେମାନନ୍ଦ ବିଶ୍ୱାଳ bbox=[223, 182, 343, 194]
table-cell: ବାଲୁଅଙ୍କା, ଖରା, ନନ୍ଦପୁର, ଫିଗୁଆ, ଗୋଳଧର, ଉରାଗନା, ଗୋଳକୁଣ୍ଡା bbox=[1093, 1865, 1371, 1896]
table-cell: ୦୪।୦୫।୨୦୧୬ ପୂର୍ବାହ୍ନ ୯ ଘଟିକା bbox=[988, 1771, 1092, 1802]
table-cell: ସଂପୃକ୍ତ ପି.ଇ.ଓ / ସଂପୃକ୍ତ ଜି.ଆର.ଏସ, ଡିପିଇଓ/ଏସ୍‌ଏମ/ ସଂପୃକ୍ତ ଗ୍ରାମ ଉନ୍ନୟନ ଅଧିକାରୀ bbox=[1200, 782, 1411, 828]
table-cell: 1 bbox=[392, 1871, 420, 1917]
ad-signature: Sd./- Block Development Officer, Patnagarh bbox=[1217, 510, 1485, 524]
table-cell: ବି.ପି.ଓ bbox=[815, 1452, 932, 1465]
column-header: Class of Con-tractor bbox=[1425, 236, 1485, 282]
table-row bbox=[392, 1530, 933, 1543]
table-row bbox=[953, 1834, 1492, 1865]
table-row bbox=[953, 1740, 1492, 1771]
table-cell: ୨୮।୦୪।୨୦୧୬ bbox=[495, 1322, 589, 1335]
column-header: EMD (Rs.) bbox=[766, 1820, 826, 1871]
table-cell: ସମ୍ପୃକ୍ତ ଗ୍ରାମପଞ୍ଚାୟତ କାର୍ଯ୍ୟାଳୟ bbox=[1370, 1896, 1491, 1927]
table-cell: ବି.ଏସ.ଓ bbox=[815, 1361, 932, 1374]
table-number-row bbox=[392, 911, 933, 930]
table-row bbox=[392, 1283, 933, 1296]
ad-title: CORPORATION bbox=[122, 1232, 302, 1258]
column-header: 4 bbox=[1200, 283, 1266, 302]
ad-title: INVITATIONS FOR BIDS bbox=[1093, 99, 1351, 124]
table-row bbox=[392, 1964, 933, 2010]
farm-table bbox=[391, 1819, 933, 2070]
table-cell: ବି.ପି.ଓ bbox=[815, 1283, 932, 1296]
ad-patnagarh bbox=[950, 50, 1494, 570]
notes-list bbox=[391, 992, 933, 1091]
table-cell: 120 bbox=[707, 2010, 766, 2070]
table-cell bbox=[495, 1517, 589, 1530]
table-cell: Asst. Director of Horticulture, Karanjia bbox=[548, 1917, 654, 1963]
ssa-logo bbox=[113, 830, 263, 872]
table-cell: ଗାଡ଼ରୁତୁ, ସବ୍‌ଦେଗା bbox=[1095, 874, 1200, 920]
table-cell: 6300.00 bbox=[1267, 301, 1357, 361]
table-header-row bbox=[392, 851, 933, 911]
table-cell: ୧୨ bbox=[392, 1400, 496, 1413]
ad-date: ତା.୧୯।୦୪।୨୦୧୬ bbox=[865, 1165, 933, 1177]
table-cell: ୦୮।୦୫।୨୦୧୬ ପୂର୍ବାହ୍ନ ୯ ଘଟିକା bbox=[988, 1896, 1092, 1927]
notes-list bbox=[959, 410, 1485, 511]
story-body: ଭୁବନେଶ୍ୱର, ୨୧ା୪(ବ୍ୟୁରୋ)- ଜଳବାୟୁ ପରିବର୍ତ୍ତନ ନିରାକରଣ ପାଇଁ ରାଜ୍ୟ ଆକ୍‌ସନ ପ୍ଲାନ ପ୍ରସ୍ତୁତ ନିମନ୍ତେ ପରିବେଶ ବିଭାଗ ସାଧାରଣ ଲୋକଙ୍କ ମତାମତ ଲୋଡ଼ିଛି। ୨୦୧୫-୨୦୨୦ ପାଇଁ ପ୍ରସ୍ତାବିତ ଡ୍ରାଫ୍ଟ ୱେବସାଇଟ www.climatechangecellodisha.org ରେ ଉପଲବ୍ଧ। ଆଗ୍ରହୀ ବ୍ୟକ୍ତି ଓ ଅନୁଷ୍ଠାନମାନେ ଏ ସମ୍ପର୍କରେ ସେମାନଙ୍କ ପରାମର୍ଶ ମଇ ୧୫ ସୁଦ୍ଧା ପଠାଇପାରିବେ ବୋଲି ବିଭାଗ ପକ୍ଷରୁ କୁହାଯାଇଛି। bbox=[4, 528, 372, 609]
